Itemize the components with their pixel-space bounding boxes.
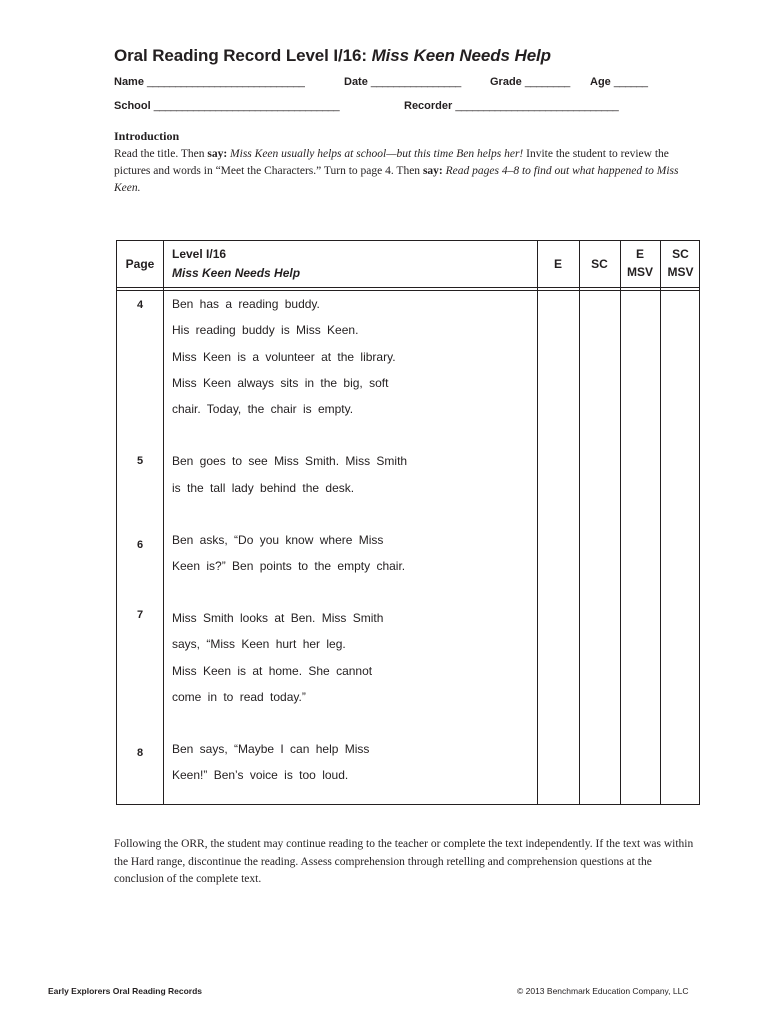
text-line: chair. Today, the chair is empty.: [172, 402, 354, 416]
column-divider: [579, 241, 580, 804]
name-label: Name: [114, 76, 144, 88]
recorder-label: Recorder: [404, 100, 453, 112]
footer-series: Early Explorers Oral Reading Records: [48, 986, 203, 996]
book-title: Miss Keen Needs Help: [371, 46, 551, 65]
text-line: says, “Miss Keen hurt her leg.: [172, 637, 346, 651]
page-number: 6: [136, 539, 144, 551]
name-field[interactable]: ____________________________: [147, 76, 305, 88]
school-label: School: [114, 100, 151, 112]
sc-msv-column-header: SC MSV: [667, 247, 694, 279]
age-label: Age: [590, 76, 611, 88]
header-divider: [117, 290, 699, 291]
text-line: Miss Smith looks at Ben. Miss Smith: [172, 611, 384, 625]
text-line: is the tall lady behind the desk.: [172, 481, 355, 495]
text-line: Ben asks, “Do you know where Miss: [172, 533, 384, 547]
page-number: 4: [136, 299, 144, 311]
text-line: Ben says, “Maybe I can help Miss: [172, 742, 370, 756]
page-number: 8: [136, 747, 144, 759]
text-line: Ben goes to see Miss Smith. Miss Smith: [172, 454, 408, 468]
e-msv-column-header: E MSV: [626, 247, 653, 279]
title-prefix: Oral Reading Record Level I/16:: [114, 46, 372, 65]
column-divider: [660, 241, 661, 804]
date-label: Date: [344, 76, 368, 88]
text-line: come in to read today.”: [172, 690, 306, 704]
page-number: 7: [136, 609, 144, 621]
text-line: Ben has a reading buddy.: [172, 297, 320, 311]
school-field[interactable]: _________________________________: [153, 100, 340, 112]
text-line: Miss Keen is at home. She cannot: [172, 664, 373, 678]
text-line: Miss Keen always sits in the big, soft: [172, 376, 389, 390]
age-row: [590, 76, 648, 88]
intro-paragraph: Read the title. Then say: Miss Keen usually helps at school—but this time Ben helps her! Invite the student to review the pictures and words in “Meet the Characters.” Turn to page 4. Then say: Read pages 4–8 to find out what happened to Miss Keen.: [114, 148, 679, 194]
page-number: 5: [136, 455, 144, 467]
sc-column-header: SC: [591, 257, 608, 271]
text-line: Keen!” Ben’s voice is too loud.: [172, 768, 349, 782]
page-column-header: Page: [125, 257, 155, 271]
level-header: Level I/16: [172, 247, 227, 261]
column-divider: [620, 241, 621, 804]
header-divider: [117, 287, 699, 288]
intro-heading: Introduction: [114, 129, 180, 143]
date-row: [344, 76, 461, 88]
school-row: [114, 100, 339, 112]
footer-copyright: © 2013 Benchmark Education Company, LLC: [517, 986, 689, 996]
student-info-row-1: [114, 76, 304, 88]
grade-field[interactable]: ________: [524, 76, 570, 88]
column-divider: [537, 241, 538, 804]
e-column-header: E: [553, 257, 562, 271]
text-line: His reading buddy is Miss Keen.: [172, 323, 359, 337]
recorder-row: [404, 100, 618, 112]
grade-label: Grade: [490, 76, 522, 88]
book-header: Miss Keen Needs Help: [172, 266, 301, 280]
column-divider: [163, 241, 164, 804]
recorder-field[interactable]: _____________________________: [455, 100, 619, 112]
closing-paragraph: Following the ORR, the student may continue reading to the teacher or complete the text independently. If the text was within the Hard range, discontinue the reading. Assess comprehension through retelling and comprehension questions at the conclusion of the complete text.: [114, 838, 694, 885]
grade-row: [490, 76, 570, 88]
reading-record-table: [116, 240, 700, 805]
age-field[interactable]: ______: [613, 76, 648, 88]
text-line: Miss Keen is a volunteer at the library.: [172, 350, 396, 364]
page-title: [114, 46, 551, 66]
date-field[interactable]: ________________: [370, 76, 461, 88]
text-line: Keen is?” Ben points to the empty chair.: [172, 559, 406, 573]
